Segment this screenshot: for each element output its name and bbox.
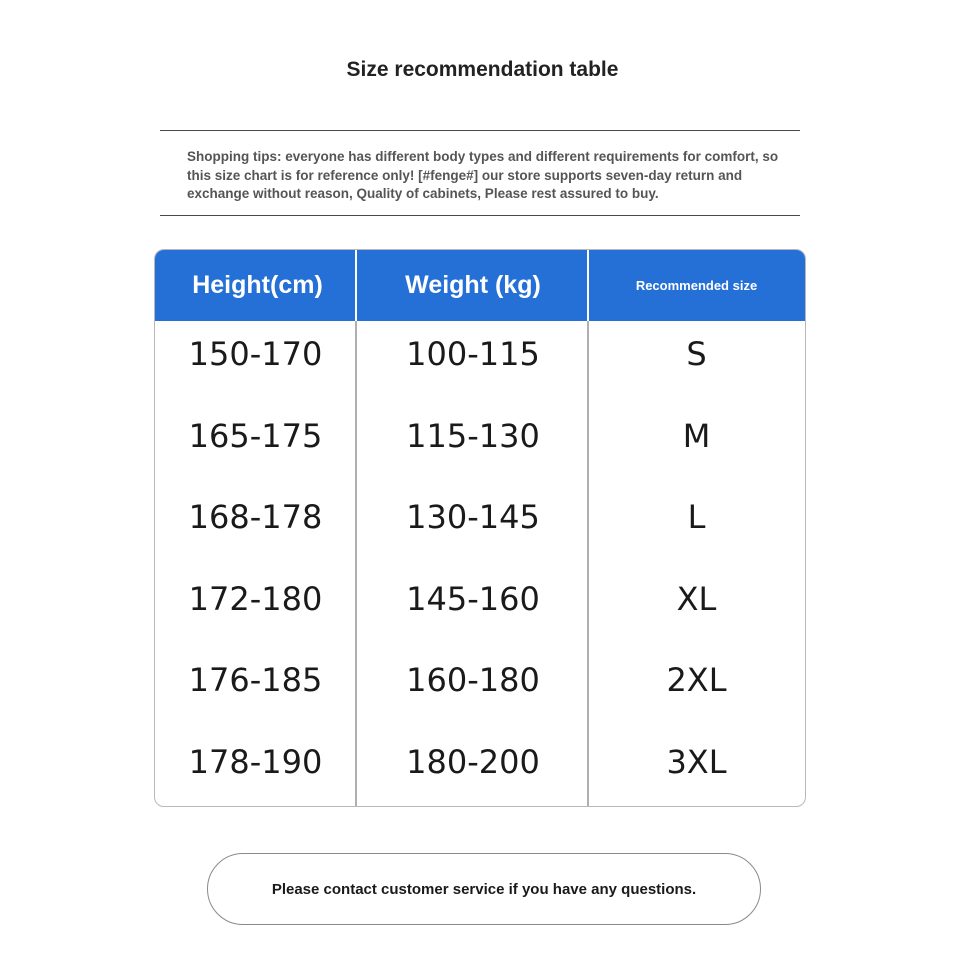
weight-cell: 180-200	[406, 742, 540, 781]
page-title: Size recommendation table	[346, 58, 619, 81]
shopping-tips: Shopping tips: everyone has different body types and different requirements for comfort, so this size chart is for reference only! [#fenge#] our store supports seven-day return and exchange without reason, Quality of cabinets, Please rest assured to buy.	[187, 149, 779, 201]
weight-cell: 145-160	[406, 579, 540, 618]
weight-cell: 115-130	[406, 416, 540, 455]
height-cell: 172-180	[188, 579, 323, 618]
table-row	[155, 729, 805, 807]
table-body	[155, 321, 805, 807]
top-divider	[160, 130, 800, 131]
header-divider	[355, 250, 357, 321]
table-row	[155, 484, 805, 566]
table-row	[155, 566, 805, 648]
height-cell: 165-175	[188, 416, 323, 455]
size-cell: S	[686, 335, 707, 373]
header-divider	[587, 250, 589, 321]
size-cell: 3XL	[666, 742, 727, 781]
height-cell: 150-170	[188, 335, 323, 373]
table-row	[155, 647, 805, 729]
weight-cell: 100-115	[406, 335, 540, 373]
table-row	[155, 321, 805, 403]
size-cell: L	[687, 498, 706, 537]
height-cell: 176-185	[188, 661, 323, 700]
table-header-row	[155, 250, 805, 321]
weight-cell: 130-145	[406, 498, 540, 537]
size-table	[154, 249, 806, 807]
height-cell: 168-178	[188, 498, 323, 537]
header-recommended-size: Recommended size	[635, 278, 758, 293]
size-cell: XL	[676, 579, 717, 618]
header-weight: Weight (kg)	[405, 271, 541, 299]
bottom-divider	[160, 215, 800, 216]
height-cell: 178-190	[188, 742, 323, 781]
size-cell: M	[682, 416, 711, 455]
size-cell: 2XL	[666, 661, 727, 700]
table-row	[155, 403, 805, 485]
weight-cell: 160-180	[406, 661, 540, 700]
header-height: Height(cm)	[192, 271, 323, 299]
contact-note: Please contact customer service if you have any questions.	[207, 853, 761, 925]
